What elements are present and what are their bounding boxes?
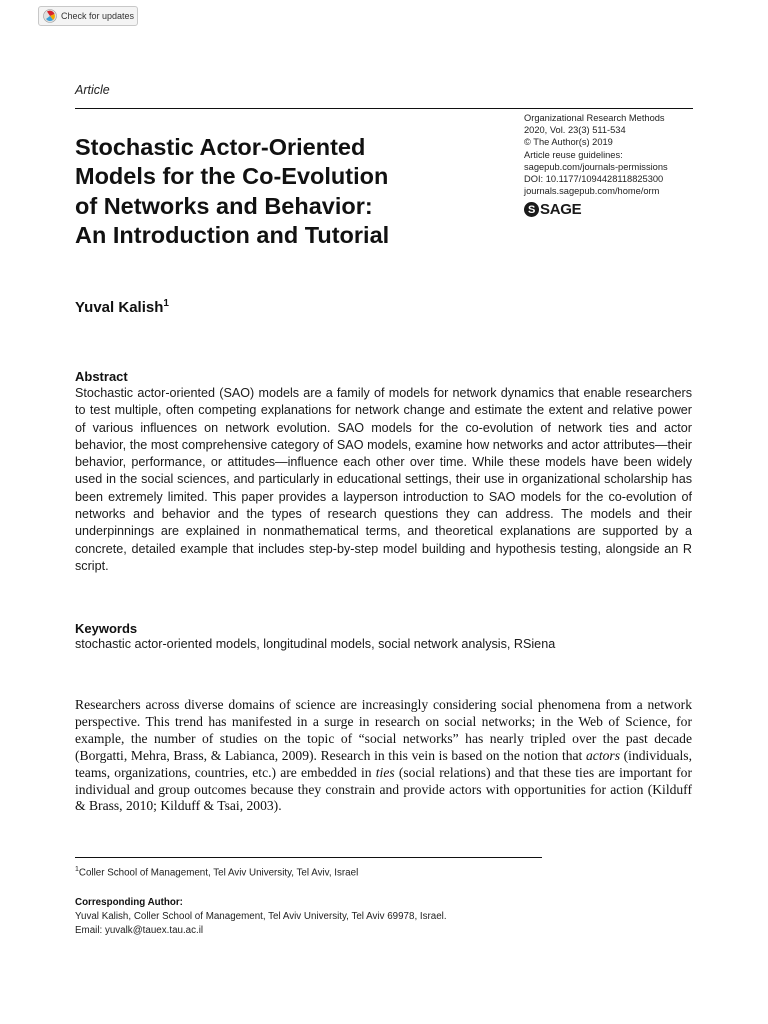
article-type-label: Article bbox=[75, 83, 110, 97]
keywords-heading: Keywords bbox=[75, 621, 138, 636]
title-line: of Networks and Behavior: bbox=[75, 192, 373, 219]
emphasis-ties: ties bbox=[375, 764, 395, 780]
crossmark-icon bbox=[43, 9, 57, 23]
sage-logo bbox=[524, 201, 581, 218]
abstract-heading: Abstract bbox=[75, 369, 128, 384]
intro-text: (social relations) and that these ties are important for individual and group outcomes because they constrain and provide actors with opportunities for action (Kilduff & Brass, 2010; Kilduff & Tsai, 2003). bbox=[75, 764, 692, 814]
author bbox=[75, 298, 169, 316]
doi[interactable]: DOI: 10.1177/1094428118825300 bbox=[524, 174, 664, 185]
header-rule bbox=[75, 108, 693, 109]
author-name: Yuval Kalish bbox=[75, 299, 164, 316]
title-line: Models for the Co-Evolution bbox=[75, 163, 389, 190]
emphasis-actors: actors bbox=[586, 747, 620, 763]
corresponding-author-address: Yuval Kalish, Coller School of Management, Tel Aviv University, Tel Aviv 69978, Israel. bbox=[75, 911, 447, 922]
reuse-guidelines-label: Article reuse guidelines: bbox=[524, 149, 623, 160]
permissions-link[interactable]: sagepub.com/journals-permissions bbox=[524, 161, 668, 172]
footnote-rule bbox=[75, 857, 542, 858]
journal-info bbox=[524, 112, 668, 197]
corresponding-author-heading: Corresponding Author: bbox=[75, 897, 183, 908]
corresponding-author-email[interactable]: Email: yuvalk@tauex.tau.ac.il bbox=[75, 925, 204, 936]
affiliation-footnote bbox=[75, 866, 358, 878]
title-line: An Introduction and Tutorial bbox=[75, 221, 390, 248]
sage-s-icon: S bbox=[524, 202, 539, 217]
article-title bbox=[75, 133, 505, 250]
journal-volume: 2020, Vol. 23(3) 511-534 bbox=[524, 125, 626, 136]
title-line: Stochastic Actor-Oriented bbox=[75, 134, 366, 160]
intro-text: Researchers across diverse domains of science are increasingly considering social phenomena from a network perspective. This trend has manifested in a surge in research on social networks; in the Web of Science, for example, the number of studies on the topic of “social networks” has nearly tripled over the past decade (Borgatti, Mehra, Brass, & Labianca, 2009). Research in this vein is based on the notion that bbox=[75, 697, 692, 763]
keywords-text: stochastic actor-oriented models, longitudinal models, social network analysis, RSiena bbox=[75, 637, 556, 651]
sage-logo-text: SAGE bbox=[540, 201, 582, 218]
journal-home-link[interactable]: journals.sagepub.com/home/orm bbox=[524, 186, 660, 197]
intro-paragraph bbox=[75, 697, 692, 815]
journal-name: Organizational Research Methods bbox=[524, 113, 665, 123]
footnote-mark: 1 bbox=[75, 866, 79, 873]
check-for-updates-label: Check for updates bbox=[61, 11, 135, 21]
abstract-text: Stochastic actor-oriented (SAO) models are a family of models for network dynamics that enable researchers to test multiple, often competing explanations for network change and estimate the extent and relative power of various influences on network evolution. SAO models for the co-evolution of network ties and actor behavior, the most comprehensive category of SAO models, examine how networks and actor attributes—their behavior, performance, or attitudes—influence each other over time. While these models have been widely used in the social sciences, and particularly in educational settings, their use in organizational scholarship has been extremely limited. This paper provides a layperson introduction to SAO models for the co-evolution of networks and behavior and the types of research questions they can address. The models and their underpinnings are explained in nonmathematical terms, and theoretical explanations are supported by a concrete, detailed example that includes step-by-step model building and hypothesis testing, alongside an R script. bbox=[75, 386, 692, 573]
intro-text: (individuals, teams, organizations, countries, etc.) are embedded in bbox=[75, 747, 692, 780]
copyright: © The Author(s) 2019 bbox=[524, 137, 613, 148]
check-for-updates-button[interactable] bbox=[38, 6, 138, 26]
affiliation-mark: 1 bbox=[163, 298, 169, 309]
footnote-text: Coller School of Management, Tel Aviv University, Tel Aviv, Israel bbox=[78, 867, 359, 879]
